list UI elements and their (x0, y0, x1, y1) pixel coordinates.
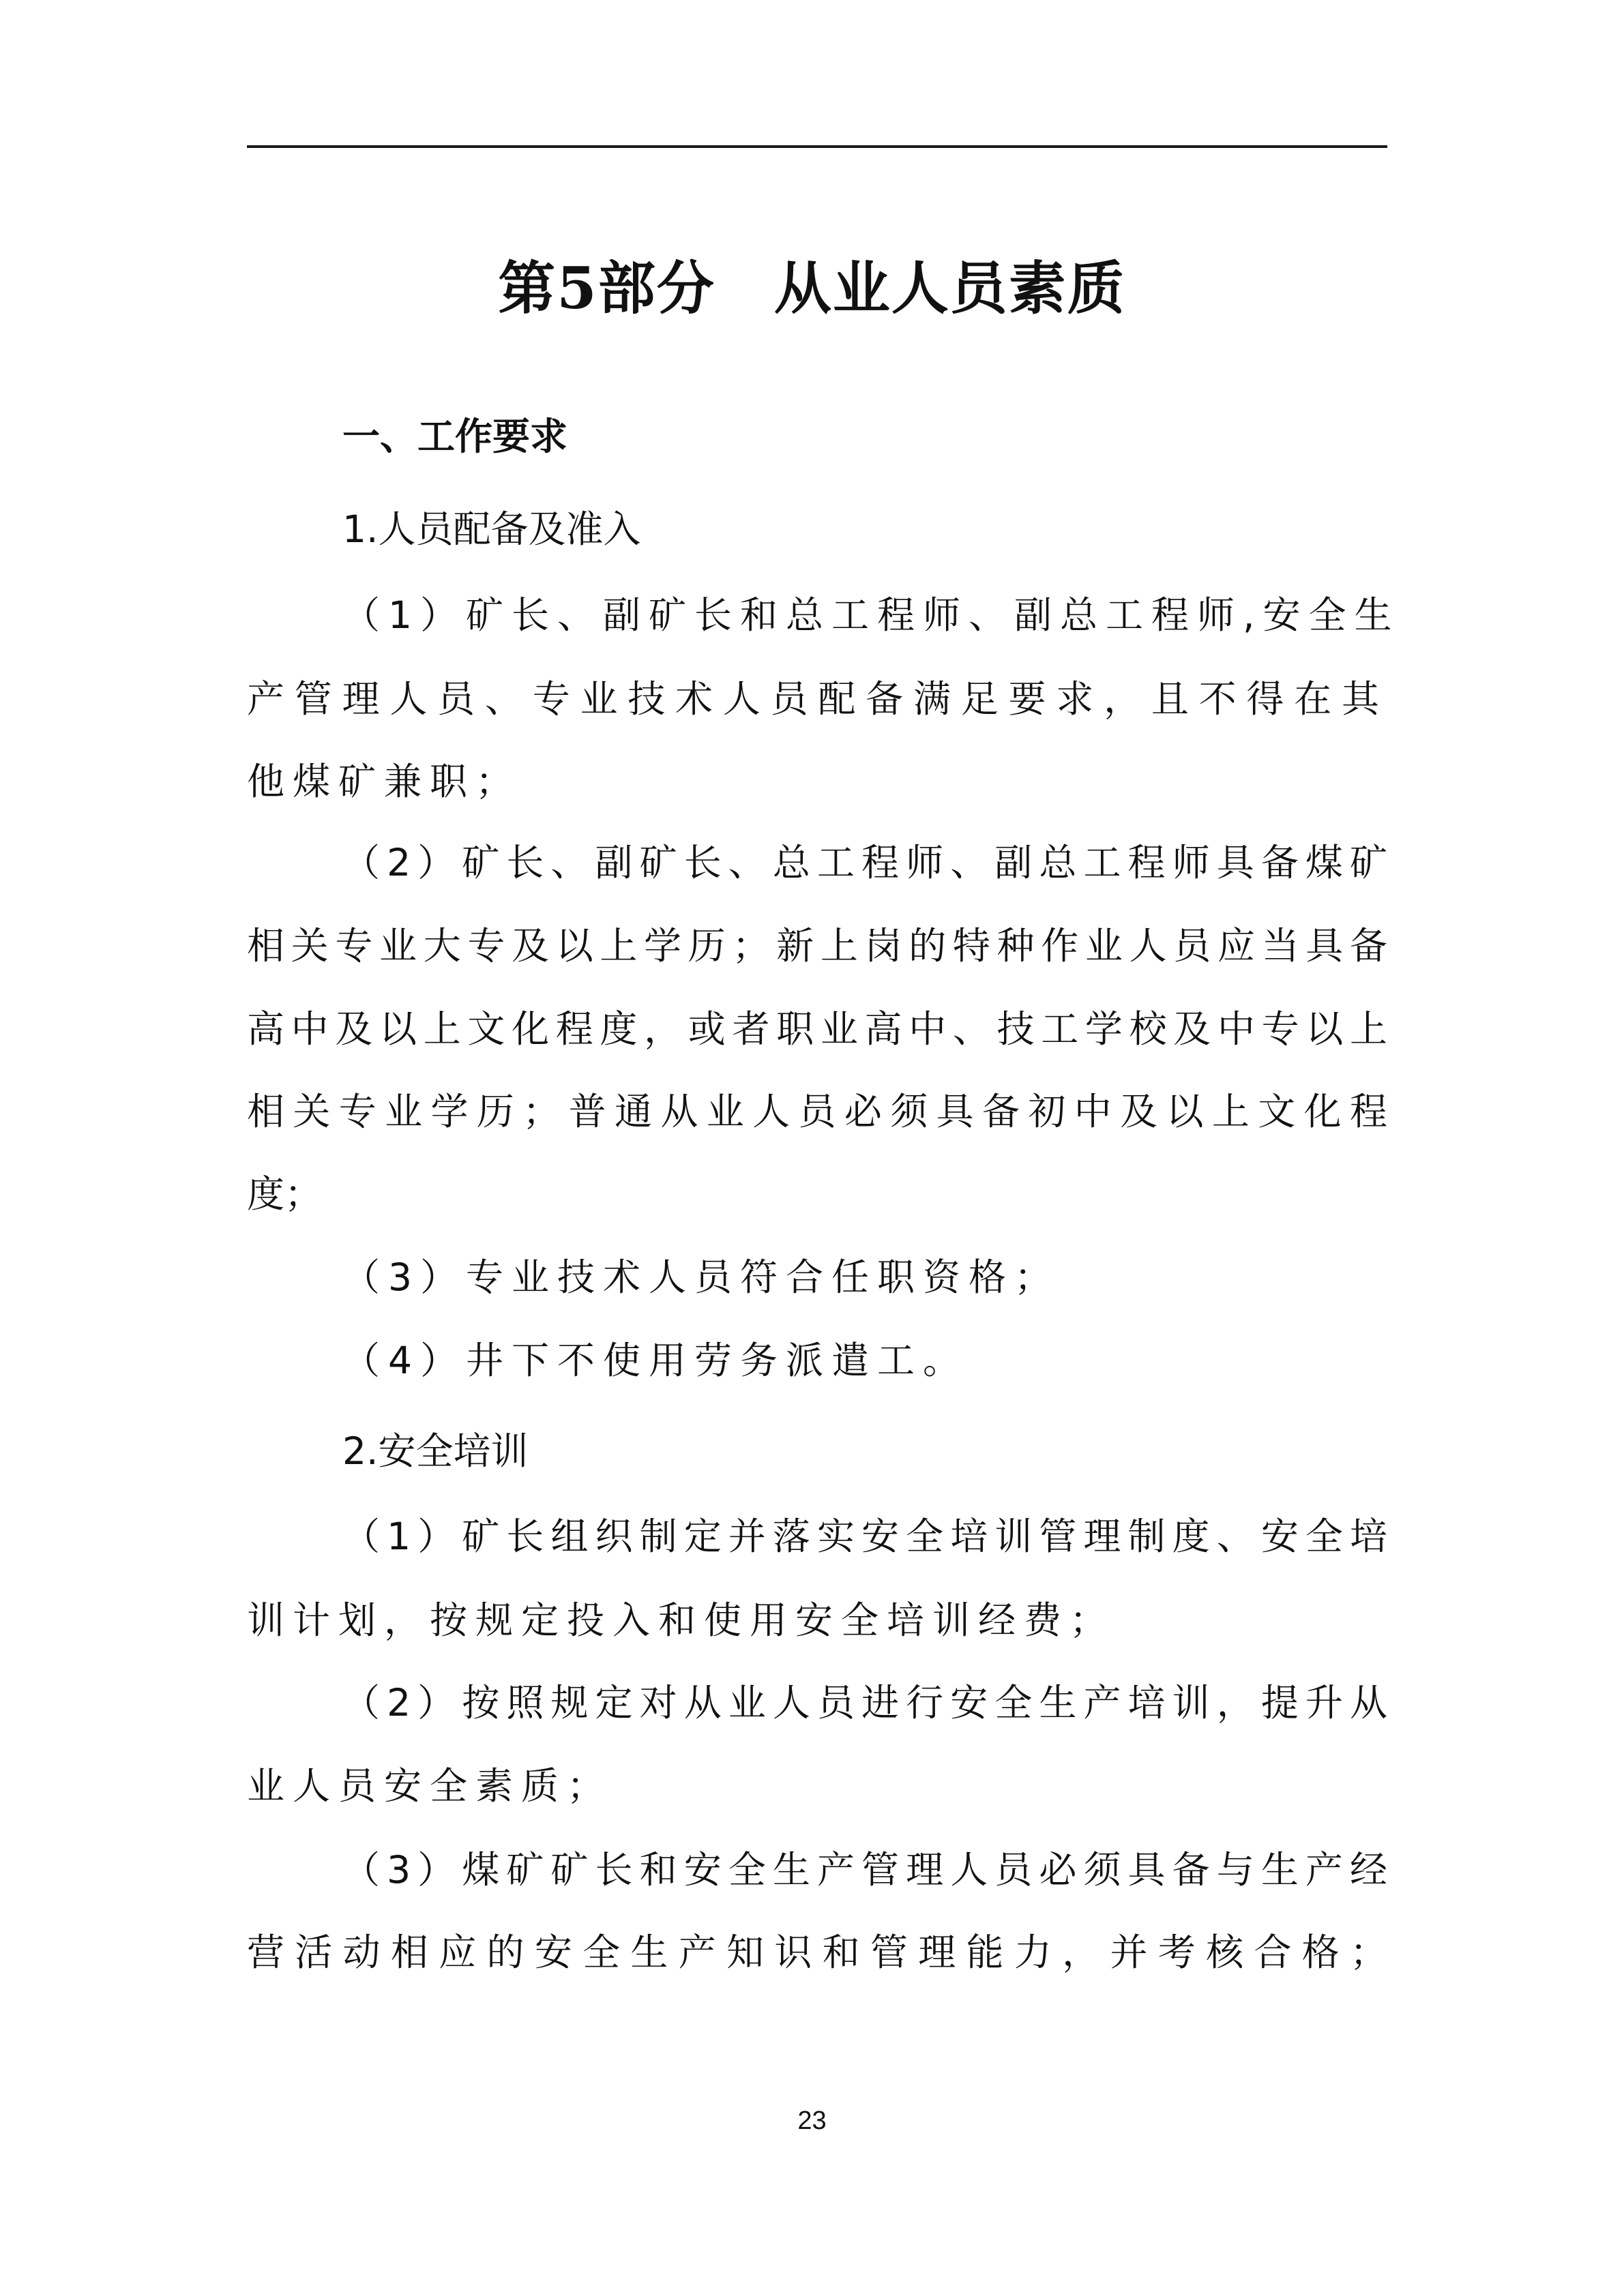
page-title: 第5部分 从业人员素质 (498, 254, 1126, 322)
subsection-heading-training: 2.安全培训 (342, 1429, 529, 1473)
section-heading: 一、工作要求 (342, 415, 568, 458)
paragraph-line: （4）井下不使用劳务派遣工。 (342, 1339, 969, 1382)
paragraph-line: （2）矿长、副矿长、总工程师、副总工程师具备煤矿 (342, 841, 1387, 884)
paragraph-line: 训计划，按规定投入和使用安全培训经费； (247, 1598, 1116, 1642)
paragraph-line: 业人员安全素质； (247, 1764, 613, 1808)
paragraph-line: 高中及以上文化程度，或者职业高中、技工学校及中专以上 (247, 1007, 1387, 1051)
paragraph-line: （1）矿长组织制定并落实安全培训管理制度、安全培 (342, 1515, 1387, 1558)
paragraph-line: 产管理人员、专业技术人员配备满足要求，且不得在其 (247, 677, 1387, 721)
paragraph-line: （3）煤矿矿长和安全生产管理人员必须具备与生产经 (342, 1848, 1387, 1892)
paragraph-line: （1）矿长、副矿长和总工程师、副总工程师,安全生 (342, 593, 1400, 637)
subsection-heading-staffing: 1.人员配备及准入 (342, 507, 641, 551)
paragraph-line: 他煤矿兼职； (247, 760, 522, 803)
paragraph-line: 营活动相应的安全生产知识和管理能力，并考核合格； (247, 1930, 1387, 1974)
page-number: 23 (797, 2106, 827, 2135)
header-rule (247, 145, 1387, 148)
paragraph-line: 相关专业大专及以上学历；新上岗的特种作业人员应当具备 (247, 924, 1387, 968)
paragraph-line: 度； (247, 1172, 323, 1216)
paragraph-line: 相关专业学历；普通从业人员必须具备初中及以上文化程 (247, 1090, 1387, 1133)
paragraph-line: （2）按照规定对从业人员进行安全生产培训，提升从 (342, 1681, 1387, 1725)
paragraph-line: （3）专业技术人员符合任职资格； (342, 1255, 1060, 1299)
